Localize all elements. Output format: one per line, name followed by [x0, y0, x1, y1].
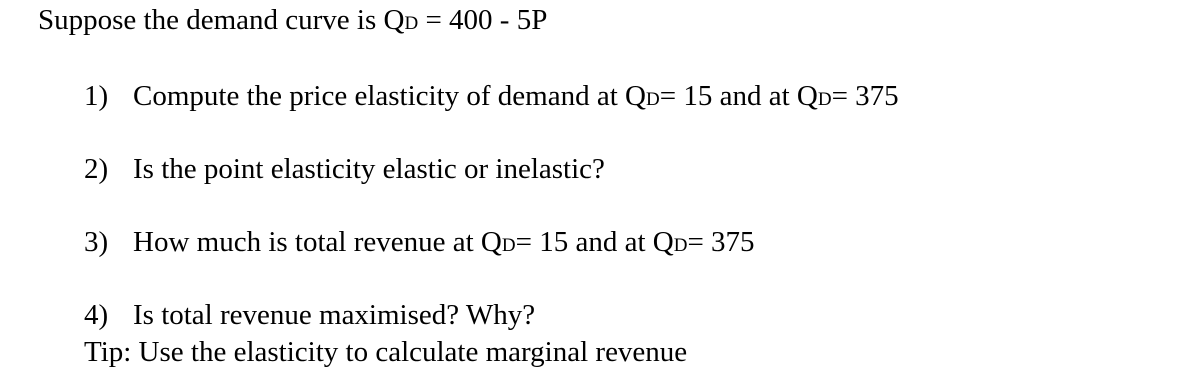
question-number: 2) [84, 153, 109, 185]
quantity-symbol: Q [625, 80, 646, 112]
question-4 [84, 299, 535, 331]
tip-text: Tip: Use the elasticity to calculate marginal revenue [84, 336, 688, 368]
demand-subscript: D [501, 235, 516, 256]
question-text: Is total revenue maximised? Why? [133, 299, 536, 331]
demand-subscript: D [404, 13, 419, 34]
demand-equation: = 400 - 5P [418, 4, 548, 36]
demand-subscript: D [673, 235, 688, 256]
question-text: Compute the price elasticity of demand at [133, 80, 626, 112]
statement-prefix: Suppose the demand curve is [38, 4, 384, 36]
quantity-value-2: = 375 [831, 80, 899, 112]
quantity-symbol: Q [796, 80, 818, 112]
question-2 [84, 153, 605, 185]
demand-curve-statement [38, 4, 547, 40]
question-number: 3) [84, 226, 109, 258]
question-text: Is the point elasticity elastic or inelastic? [133, 153, 605, 185]
demand-subscript: D [817, 89, 832, 110]
quantity-symbol: Q [383, 4, 405, 36]
quantity-symbol: Q [652, 226, 674, 258]
question-1 [84, 80, 899, 116]
question-number: 1) [84, 80, 109, 112]
question-text: How much is total revenue at [133, 226, 481, 258]
quantity-value-1: = 15 and at [515, 226, 653, 258]
question-3 [84, 226, 755, 262]
question-number: 4) [84, 299, 109, 331]
demand-subscript: D [646, 89, 660, 110]
quantity-value-1: = 15 and at [659, 80, 797, 112]
quantity-value-2: = 375 [687, 226, 755, 258]
quantity-symbol: Q [480, 226, 502, 258]
